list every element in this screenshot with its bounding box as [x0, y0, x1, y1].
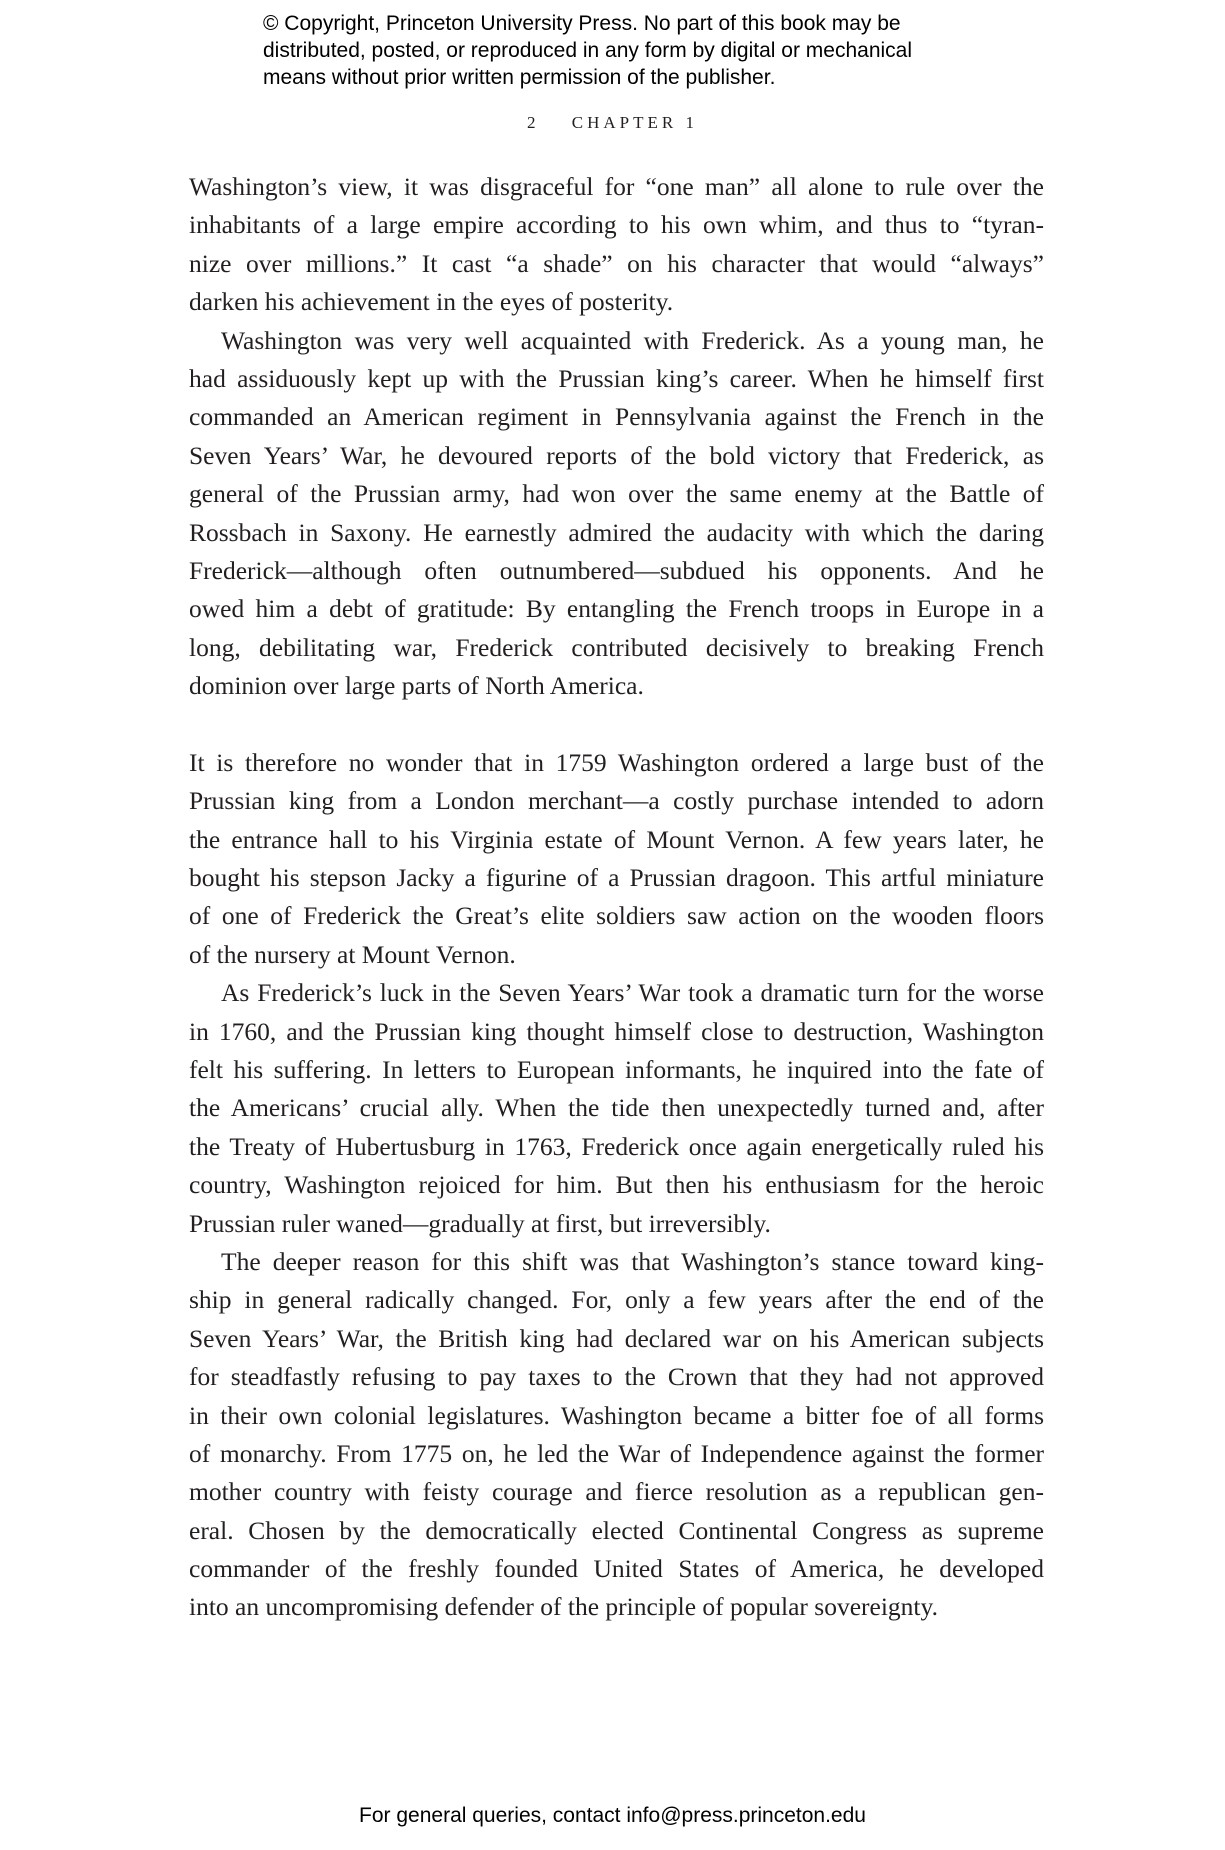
text-line: darken his achievement in the eyes of posterity. — [189, 287, 674, 317]
text-line: into an uncompromising defender of the principle of popular sovereignty. — [189, 1592, 938, 1622]
text-line: owed him a debt of gratitude: By entangling the French troops in Europe in a — [189, 594, 1044, 624]
text-line: dominion over large parts of North America. — [189, 671, 644, 701]
running-head — [0, 113, 1225, 133]
text-line: nize over millions.” It cast “a shade” on his character that would “always” — [189, 248, 1044, 278]
text-line: of the nursery at Mount Vernon. — [189, 939, 516, 969]
text-line: for steadfastly refusing to pay taxes to the Crown that they had not approved — [189, 1362, 1044, 1392]
paragraph — [189, 974, 1044, 1243]
text-line: mother country with feisty courage and fierce resolution as a republican gen- — [189, 1477, 1044, 1507]
paragraph — [189, 322, 1044, 706]
text-line: Seven Years’ War, he devoured reports of the bold victory that Frederick, as — [189, 440, 1044, 470]
text-line: had assiduously kept up with the Prussian king’s career. When he himself first — [189, 363, 1044, 393]
text-line: of monarchy. From 1775 on, he led the War of Independence against the former — [189, 1438, 1044, 1468]
text-line: Washington’s view, it was disgraceful for “one man” all alone to rule over the — [189, 172, 1044, 201]
footer-contact: For general queries, contact info@press.princeton.edu — [359, 1804, 866, 1827]
copyright-line: means without prior written permission of the publisher. — [263, 66, 776, 89]
text-line: Prussian ruler waned—gradually at first, but irreversibly. — [189, 1208, 771, 1238]
text-line: ship in general radically changed. For, only a few years after the end of the — [189, 1285, 1044, 1315]
text-line: of one of Frederick the Great’s elite soldiers saw action on the wooden floors — [189, 901, 1044, 931]
text-line: Prussian king from a London merchant—a costly purchase intended to adorn — [189, 786, 1044, 816]
text-line: felt his suffering. In letters to European informants, he inquired into the fate of — [189, 1054, 1044, 1084]
paragraph — [189, 1243, 1044, 1627]
text-line: The deeper reason for this shift was that Washington’s stance toward king- — [221, 1246, 1044, 1276]
section-break — [189, 705, 1044, 743]
text-line: the entrance hall to his Virginia estate of Mount Vernon. A few years later, he — [189, 824, 1044, 854]
text-line: country, Washington rejoiced for him. But then his enthusiasm for the heroic — [189, 1170, 1044, 1200]
text-line: As Frederick’s luck in the Seven Years’ War took a dramatic turn for the worse — [221, 978, 1044, 1008]
text-line: commander of the freshly founded United States of America, he developed — [189, 1554, 1044, 1584]
text-line: It is therefore no wonder that in 1759 Washington ordered a large bust of the — [189, 747, 1044, 777]
paragraph — [189, 744, 1044, 974]
text-line: the Treaty of Hubertusburg in 1763, Frederick once again energetically ruled his — [189, 1131, 1044, 1161]
text-line: Rossbach in Saxony. He earnestly admired the audacity with which the daring — [189, 517, 1044, 547]
text-line: inhabitants of a large empire according to his own whim, and thus to “tyran- — [189, 210, 1044, 240]
text-line: Seven Years’ War, the British king had declared war on his American subjects — [189, 1323, 1044, 1353]
copyright-notice — [263, 10, 1023, 91]
text-line: in their own colonial legislatures. Washington became a bitter foe of all forms — [189, 1400, 1044, 1430]
body-text — [189, 168, 1044, 1627]
text-line: eral. Chosen by the democratically elected Continental Congress as supreme — [189, 1515, 1044, 1545]
copyright-line: distributed, posted, or reproduced in any form by digital or mechanical — [263, 39, 913, 62]
text-line: the Americans’ crucial ally. When the tide then unexpectedly turned and, after — [189, 1093, 1044, 1123]
text-line: Frederick—although often outnumbered—subdued his opponents. And he — [189, 555, 1044, 585]
text-line: commanded an American regiment in Pennsylvania against the French in the — [189, 402, 1044, 432]
text-line: general of the Prussian army, had won over the same enemy at the Battle of — [189, 479, 1044, 509]
text-line: Washington was very well acquainted with Frederick. As a young man, he — [221, 325, 1044, 355]
text-line: long, debilitating war, Frederick contributed decisively to breaking French — [189, 632, 1044, 662]
paragraph-continued — [189, 168, 1044, 322]
text-line: in 1760, and the Prussian king thought himself close to destruction, Washington — [189, 1016, 1044, 1046]
copyright-line: © Copyright, Princeton University Press. No part of this book may be — [263, 12, 901, 35]
page-number: 2 — [527, 113, 540, 132]
chapter-label: CHAPTER 1 — [571, 113, 698, 132]
text-line: bought his stepson Jacky a figurine of a Prussian dragoon. This artful miniature — [189, 863, 1044, 893]
